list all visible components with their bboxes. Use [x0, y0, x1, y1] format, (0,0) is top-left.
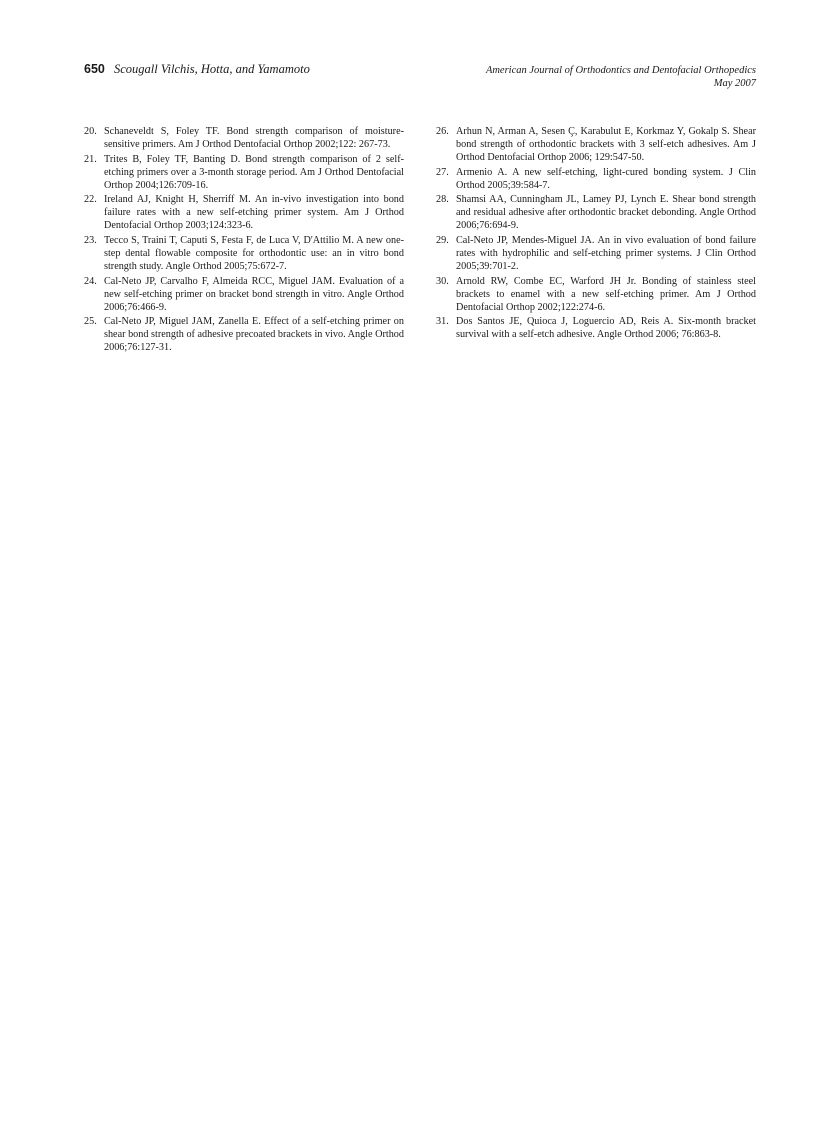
- reference-text: Armenio A. A new self-etching, light-cured bonding system. J Clin Orthod 2005;39:584-7.: [456, 166, 756, 191]
- reference-number: 24.: [84, 275, 97, 287]
- reference-text: Schaneveldt S, Foley TF. Bond strength comparison of moisture-sensitive primers. Am J Orthod Dentofacial Orthop 2002;122: 267-73.: [104, 126, 404, 151]
- reference-number: 27.: [436, 166, 449, 178]
- reference-item: [84, 125, 404, 151]
- reference-number: 23.: [84, 234, 97, 246]
- reference-text: Cal-Neto JP, Mendes-Miguel JA. An in vivo evaluation of bond failure rates with hydrophilic and self-etching primer systems. J Clin Orthod 2005;39:701-2.: [456, 234, 756, 273]
- reference-list-left: [84, 125, 404, 356]
- reference-text: Shamsi AA, Cunningham JL, Lamey PJ, Lynch E. Shear bond strength and residual adhesive after orthodontic bracket debonding. Angle Orthod 2006;76:694-9.: [456, 194, 756, 232]
- reference-text: Trites B, Foley TF, Banting D. Bond strength comparison of 2 self-etching primers over a 3-month storage period. Am J Orthod Dentofacial Orthop 2004;126:709-16.: [104, 153, 404, 191]
- page-number: 650: [84, 62, 105, 76]
- reference-item: [436, 315, 756, 341]
- reference-item: [84, 315, 404, 354]
- journal-title: American Journal of Orthodontics and Dentofacial Orthopedics: [485, 65, 756, 76]
- reference-item: [84, 275, 404, 314]
- reference-text: Arhun N, Arman A, Sesen Ç, Karabulut E, Korkmaz Y, Gokalp S. Shear bond strength of orthodontic brackets with 3 self-etch adhesives. Am J Orthod Dentofacial Orthop 2006; 129:547-50.: [456, 126, 756, 164]
- reference-item: [436, 166, 756, 192]
- reference-number: 25.: [84, 316, 97, 328]
- reference-text: Cal-Neto JP, Miguel JAM, Zanella E. Effect of a self-etching primer on shear bond strength of adhesive precoated brackets in vivo. Angle Orthod 2006;76:127-31.: [104, 316, 404, 354]
- reference-item: [436, 125, 756, 164]
- reference-item: [436, 193, 756, 232]
- running-header: [84, 62, 756, 94]
- header-right: [486, 64, 756, 90]
- issue-date: May 2007: [713, 78, 756, 89]
- reference-item: [84, 153, 404, 192]
- running-authors: Scougall Vilchis, Hotta, and Yamamoto: [113, 62, 310, 76]
- reference-text: Cal-Neto JP, Carvalho F, Almeida RCC, Miguel JAM. Evaluation of a new self-etching primer on bracket bond strength in vitro. Angle Orthod 2006;76:466-9.: [104, 275, 404, 313]
- reference-number: 28.: [436, 194, 449, 206]
- reference-number: 30.: [436, 275, 449, 287]
- reference-text: Arnold RW, Combe EC, Warford JH Jr. Bonding of stainless steel brackets to enamel with a new self-etching primer. Am J Orthod Dentofacial Orthop 2002;122:274-6.: [456, 275, 756, 313]
- reference-item: [436, 234, 756, 273]
- reference-number: 21.: [84, 153, 97, 165]
- reference-number: 26.: [436, 126, 449, 137]
- reference-number: 29.: [436, 234, 449, 246]
- reference-text: Dos Santos JE, Quioca J, Loguercio AD, Reis A. Six-month bracket survival with a self-etch adhesive. Angle Orthod 2006; 76:863-8.: [456, 316, 756, 341]
- reference-text: Ireland AJ, Knight H, Sherriff M. An in-vivo investigation into bond failure rates with a new self-etching primer system. Am J Orthod Dentofacial Orthop 2003;124:323-6.: [104, 194, 404, 232]
- reference-list-right: [436, 125, 756, 343]
- reference-item: [84, 193, 404, 232]
- reference-number: 22.: [84, 194, 97, 206]
- reference-number: 31.: [436, 316, 449, 328]
- reference-text: Tecco S, Traini T, Caputi S, Festa F, de Luca V, D'Attilio M. A new one-step dental flowable composite for orthodontic use: an in vitro bond strength study. Angle Orthod 2005;75:672-7.: [104, 234, 404, 273]
- reference-number: 20.: [84, 126, 97, 137]
- header-left: [84, 62, 310, 77]
- reference-item: [436, 275, 756, 314]
- reference-item: [84, 234, 404, 273]
